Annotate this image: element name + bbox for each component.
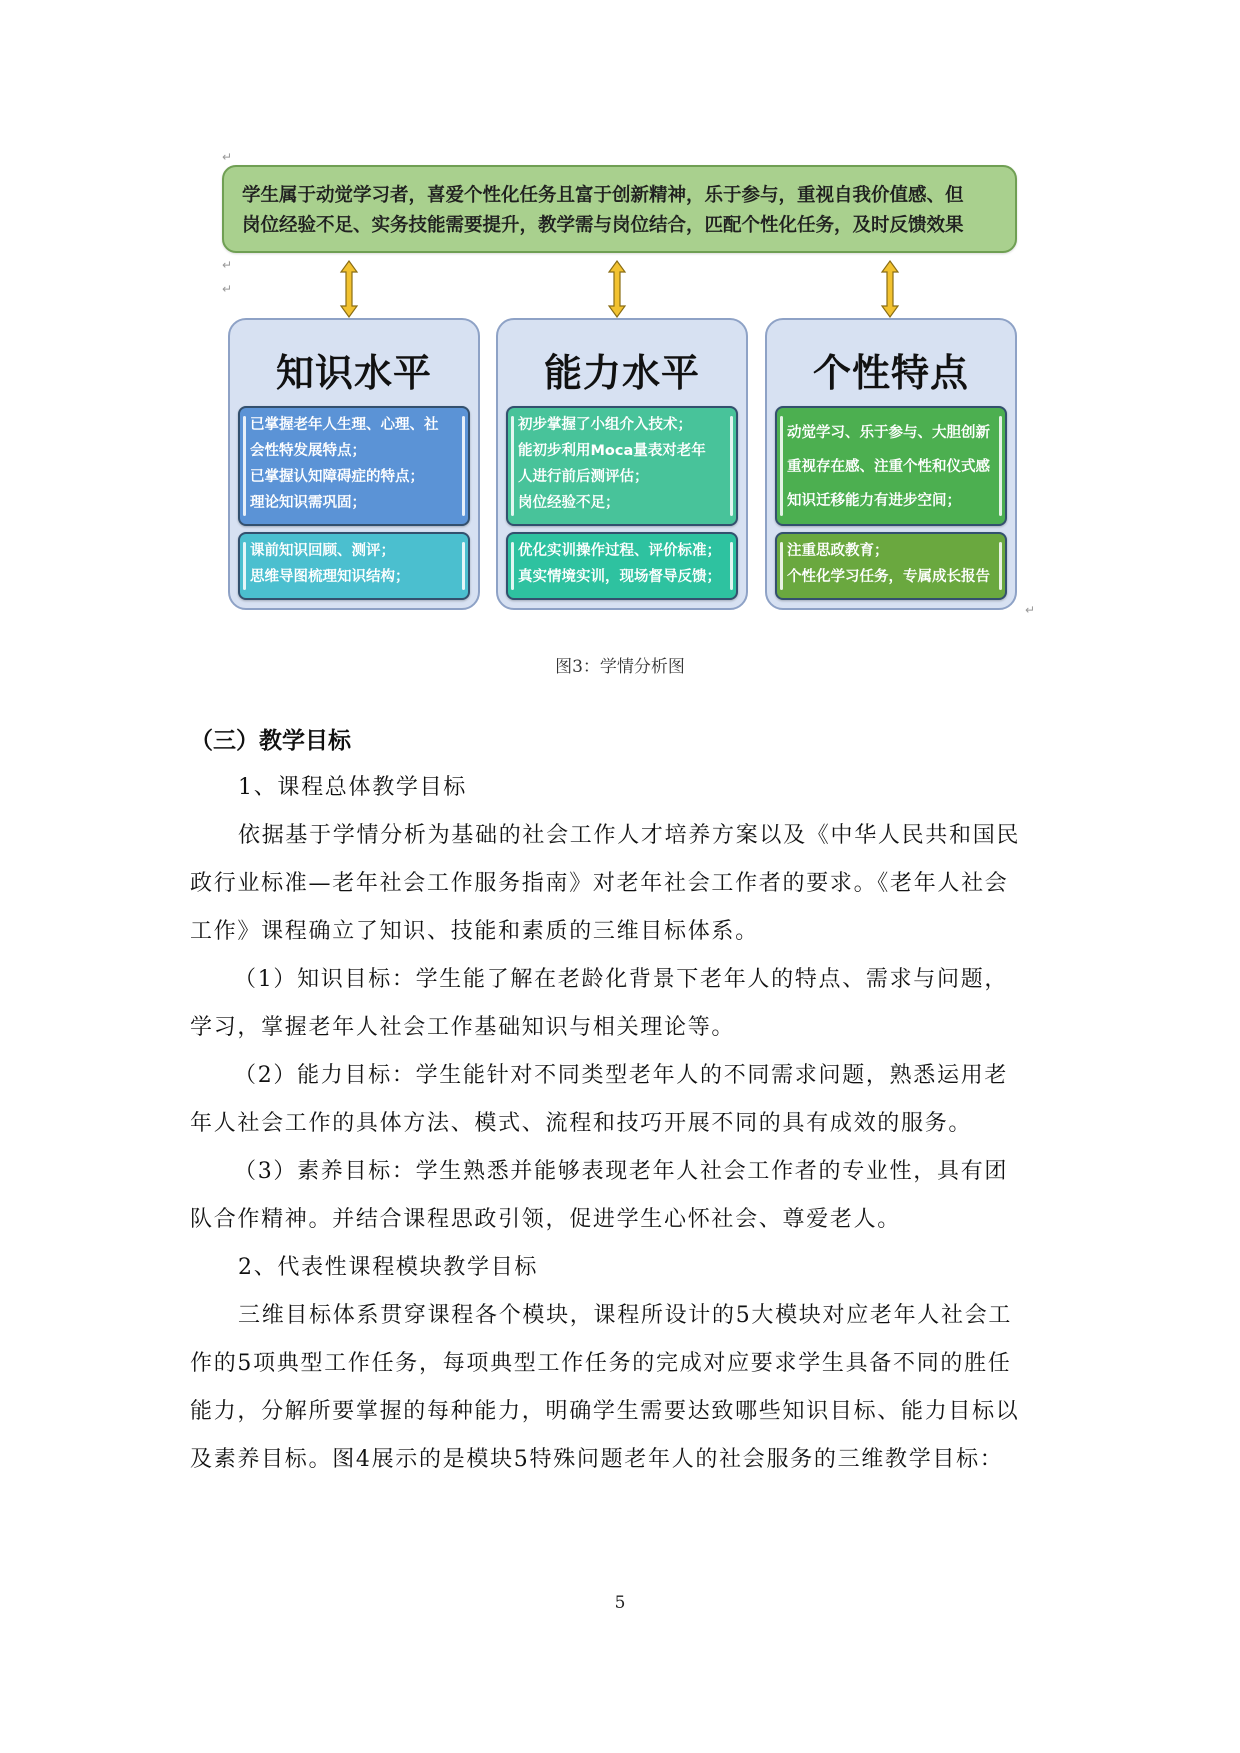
paragraph-mark-icon: ↵	[222, 150, 233, 164]
list-item: 能初步利用Moca量表对老年	[518, 443, 706, 459]
ability-status-box	[506, 406, 738, 526]
text-line: 队合作精神。并结合课程思政引领，促进学生心怀社会、尊爱老人。	[190, 1207, 902, 1232]
list-item: 理论知识需巩固；	[250, 495, 366, 511]
list-item: 已掌握老年人生理、心理、社	[250, 417, 439, 433]
section-heading: （三）教学目标	[190, 727, 351, 754]
list-item: 知识迁移能力有进步空间；	[787, 493, 961, 509]
column-title: 个性特点	[812, 351, 969, 395]
text-line: 及素养目标。图4展示的是模块5特殊问题老年人的社会服务的三维教学目标：	[190, 1447, 1004, 1472]
column-title: 知识水平	[275, 351, 432, 395]
list-item: 优化实训操作过程、评价标准；	[518, 543, 721, 559]
text-line: （1）知识目标：学生能了解在老龄化背景下老年人的特点、需求与问题，	[234, 967, 1009, 992]
personality-traits-column	[765, 318, 1017, 610]
list-item: 注重思政教育；	[787, 543, 889, 559]
subheading: 2、代表性课程模块教学目标	[238, 1255, 539, 1280]
list-item: 动觉学习、乐于参与、大胆创新	[787, 425, 990, 441]
knowledge-strategy-box	[238, 532, 470, 600]
paragraph-mark-icon: ↵	[222, 282, 233, 296]
double-arrow-icon	[339, 260, 359, 318]
column-title: 能力水平	[543, 351, 700, 395]
text-line: 依据基于学情分析为基础的社会工作人才培养方案以及《中华人民共和国民	[238, 823, 1021, 848]
paragraph-mark-icon: ↵	[222, 258, 233, 272]
list-item: 课前知识回顾、测评；	[250, 543, 395, 559]
text-line: 政行业标准—老年社会工作服务指南》对老年社会工作者的要求。《老年人社会	[190, 871, 1009, 896]
list-item: 真实情境实训，现场督导反馈；	[518, 569, 721, 585]
list-item: 已掌握认知障碍症的特点；	[250, 469, 424, 485]
text-line: 工作》课程确立了知识、技能和素质的三维目标体系。	[190, 919, 759, 944]
list-item: 思维导图梳理知识结构；	[250, 569, 410, 585]
text-line: 能力，分解所要掌握的每种能力，明确学生需要达致哪些知识目标、能力目标以	[190, 1399, 1020, 1424]
summary-line-2: 岗位经验不足、实务技能需要提升，教学需与岗位结合，匹配个性化任务，及时反馈效果	[242, 215, 964, 236]
paragraph-mark-icon: ↵	[1025, 603, 1036, 617]
text-line: 作的5项典型工作任务，每项典型工作任务的完成对应要求学生具备不同的胜任	[190, 1351, 1012, 1376]
list-item: 个性化学习任务，专属成长报告	[787, 569, 990, 585]
knowledge-level-column	[228, 318, 480, 610]
student-summary-box	[222, 165, 1017, 253]
list-item: 初步掌握了小组介入技术；	[518, 417, 692, 433]
page-number: 5	[614, 1593, 626, 1613]
summary-line-1: 学生属于动觉学习者，喜爱个性化任务且富于创新精神，乐于参与，重视自我价值感、但	[242, 185, 964, 206]
text-line: （2）能力目标：学生能针对不同类型老年人的不同需求问题，熟悉运用老	[234, 1063, 1009, 1088]
personality-status-box	[775, 406, 1007, 526]
text-line: 学习，掌握老年人社会工作基础知识与相关理论等。	[190, 1015, 736, 1040]
ability-level-column	[496, 318, 748, 610]
knowledge-status-box	[238, 406, 470, 526]
figure-caption: 图3：学情分析图	[555, 657, 685, 677]
text-line: 三维目标体系贯穿课程各个模块，课程所设计的5大模块对应老年人社会工	[238, 1303, 1013, 1328]
list-item: 人进行前后测评估；	[518, 469, 649, 485]
list-item: 重视存在感、注重个性和仪式感	[787, 459, 990, 475]
subheading: 1、课程总体教学目标	[238, 775, 467, 800]
double-arrow-icon	[607, 260, 627, 318]
list-item: 会性特发展特点；	[250, 443, 366, 459]
list-item: 岗位经验不足；	[518, 495, 620, 511]
learning-analysis-figure	[0, 0, 1240, 700]
double-arrow-icon	[880, 260, 900, 318]
personality-strategy-box	[775, 532, 1007, 600]
ability-strategy-box	[506, 532, 738, 600]
text-line: （3）素养目标：学生熟悉并能够表现老年人社会工作者的专业性，具有团	[234, 1159, 1009, 1184]
text-line: 年人社会工作的具体方法、模式、流程和技巧开展不同的具有成效的服务。	[190, 1111, 973, 1136]
